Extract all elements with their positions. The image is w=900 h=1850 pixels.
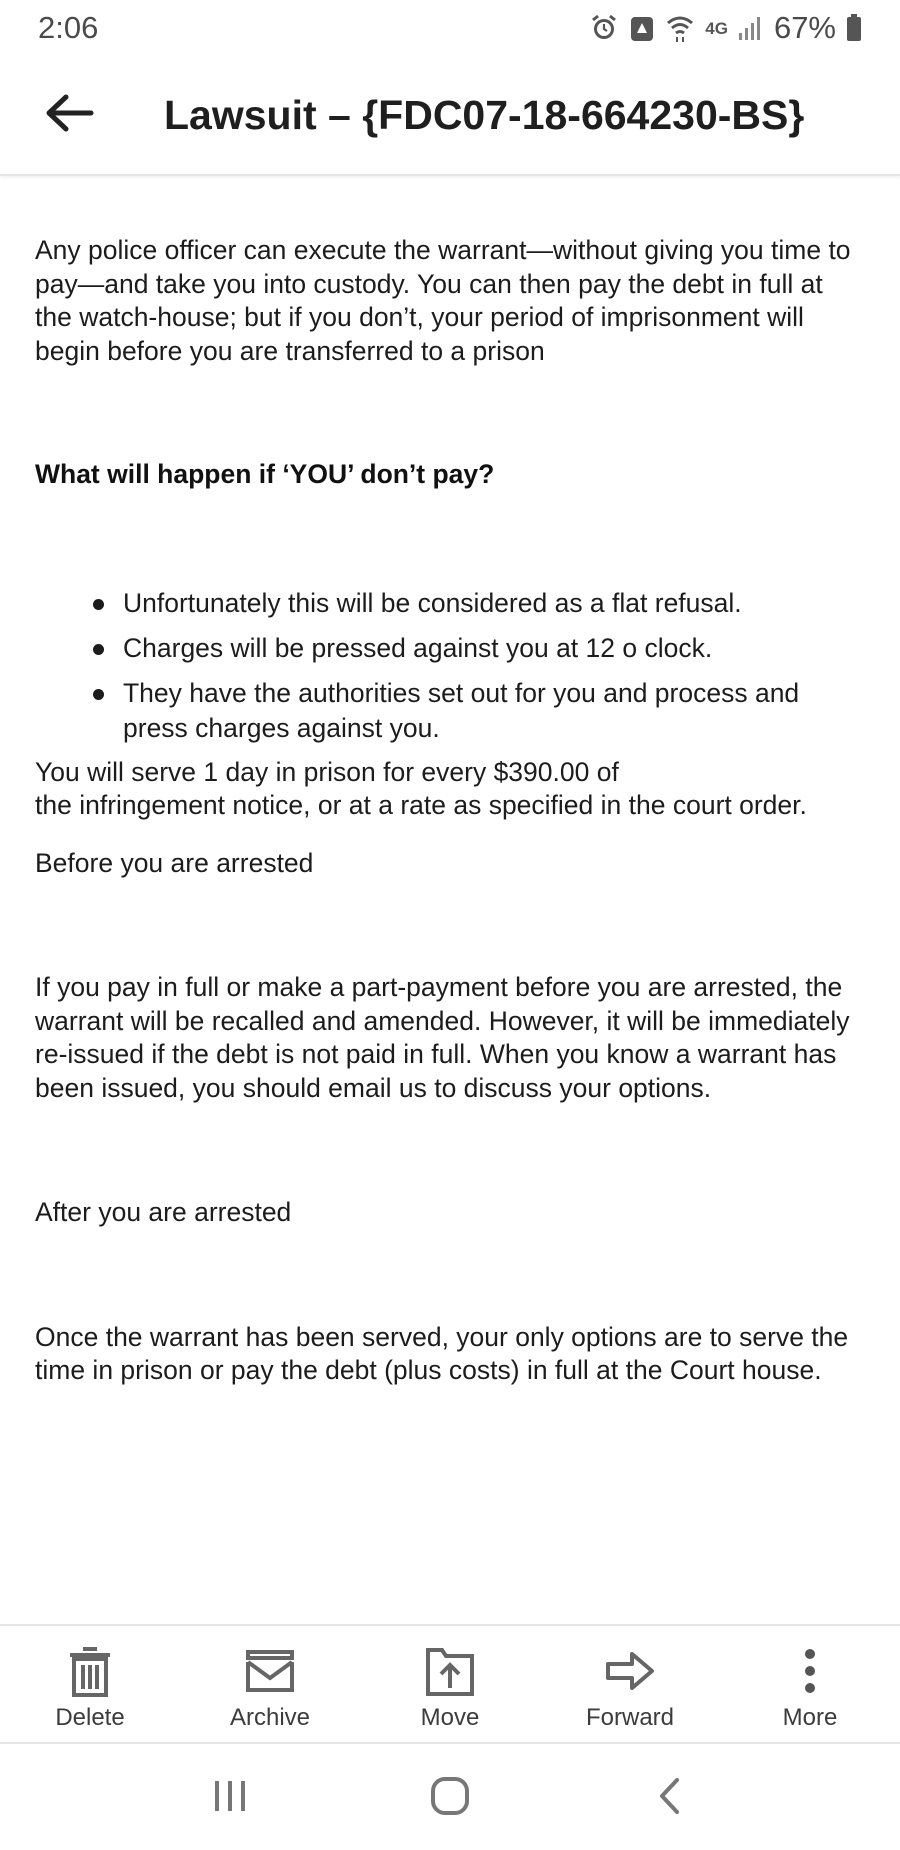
recent-apps-icon — [212, 1779, 248, 1818]
back-button[interactable] — [34, 80, 104, 150]
back-chevron-icon — [657, 1776, 683, 1821]
archive-button[interactable] — [180, 1626, 360, 1742]
body-paragraph-line: the infringement notice, or at a rate as specified in the court order. — [35, 790, 807, 820]
battery-icon — [846, 14, 862, 42]
delete-button[interactable] — [0, 1626, 180, 1742]
status-bar — [0, 0, 900, 56]
more-button[interactable] — [720, 1626, 900, 1742]
list-item: Charges will be pressed against you at 12 o clock. — [123, 631, 865, 666]
forward-arrow-icon — [604, 1644, 656, 1698]
arrow-left-icon — [44, 93, 94, 138]
wifi-icon — [665, 13, 695, 43]
forward-button[interactable] — [540, 1626, 720, 1742]
recent-apps-button[interactable] — [190, 1758, 270, 1838]
list-item: Unfortunately this will be considered as a flat refusal. — [123, 586, 865, 621]
notification-icon — [629, 13, 655, 43]
home-button[interactable] — [410, 1758, 490, 1838]
status-icons — [589, 10, 862, 46]
body-subheading: After you are arrested — [35, 1197, 292, 1227]
home-icon — [430, 1776, 470, 1821]
body-paragraph: Once the warrant has been served, your only options are to serve the time in prison or pay the debt (plus costs) in full at the Court house. — [35, 1321, 849, 1385]
body-paragraph-line: You will serve 1 day in prison for every $390.00 of — [35, 756, 619, 787]
status-time: 2:06 — [38, 10, 99, 45]
nav-back-button[interactable] — [630, 1758, 710, 1838]
network-4g-icon: 4G — [705, 18, 728, 38]
move-icon — [424, 1644, 476, 1698]
action-label: Forward — [585, 1704, 675, 1731]
trash-icon — [67, 1644, 113, 1698]
body-paragraph: If you pay in full or make a part-payment before you are arrested, the warrant will be recalled and amended. However, it will be immediately re-issued if the debt is not paid in full. When you know a warrant has been issued, you should email us to discuss your options. — [35, 972, 850, 1103]
action-label: Move — [420, 1704, 480, 1731]
battery-percent: 67% — [773, 10, 836, 45]
bullet-list — [35, 586, 865, 746]
archive-icon — [244, 1644, 296, 1698]
list-item: They have the authorities set out for you and process and press charges against you. — [123, 676, 865, 746]
email-subject-title: Lawsuit – {FDC07-18-664230-BS} — [164, 91, 805, 138]
system-nav-bar — [0, 1746, 900, 1850]
body-subheading: Before you are arrested — [35, 847, 314, 878]
alarm-icon — [589, 13, 619, 43]
more-vertical-icon — [800, 1644, 820, 1698]
app-bar — [0, 56, 900, 176]
signal-icon — [738, 15, 764, 41]
move-button[interactable] — [360, 1626, 540, 1742]
action-label: Delete — [55, 1704, 125, 1731]
email-body[interactable] — [0, 178, 900, 1624]
action-label: More — [782, 1704, 838, 1731]
body-paragraph — [35, 756, 865, 823]
body-heading: What will happen if ‘YOU’ don’t pay? — [35, 459, 495, 489]
action-label: Archive — [229, 1704, 311, 1731]
body-paragraph: Any police officer can execute the warrant—without giving you time to pay—and take you into custody. You can then pay the debt in full at the watch-house; but if you don’t, your period of imprisonment will begin before you are transferred to a prison — [35, 235, 851, 366]
email-action-bar — [0, 1624, 900, 1744]
